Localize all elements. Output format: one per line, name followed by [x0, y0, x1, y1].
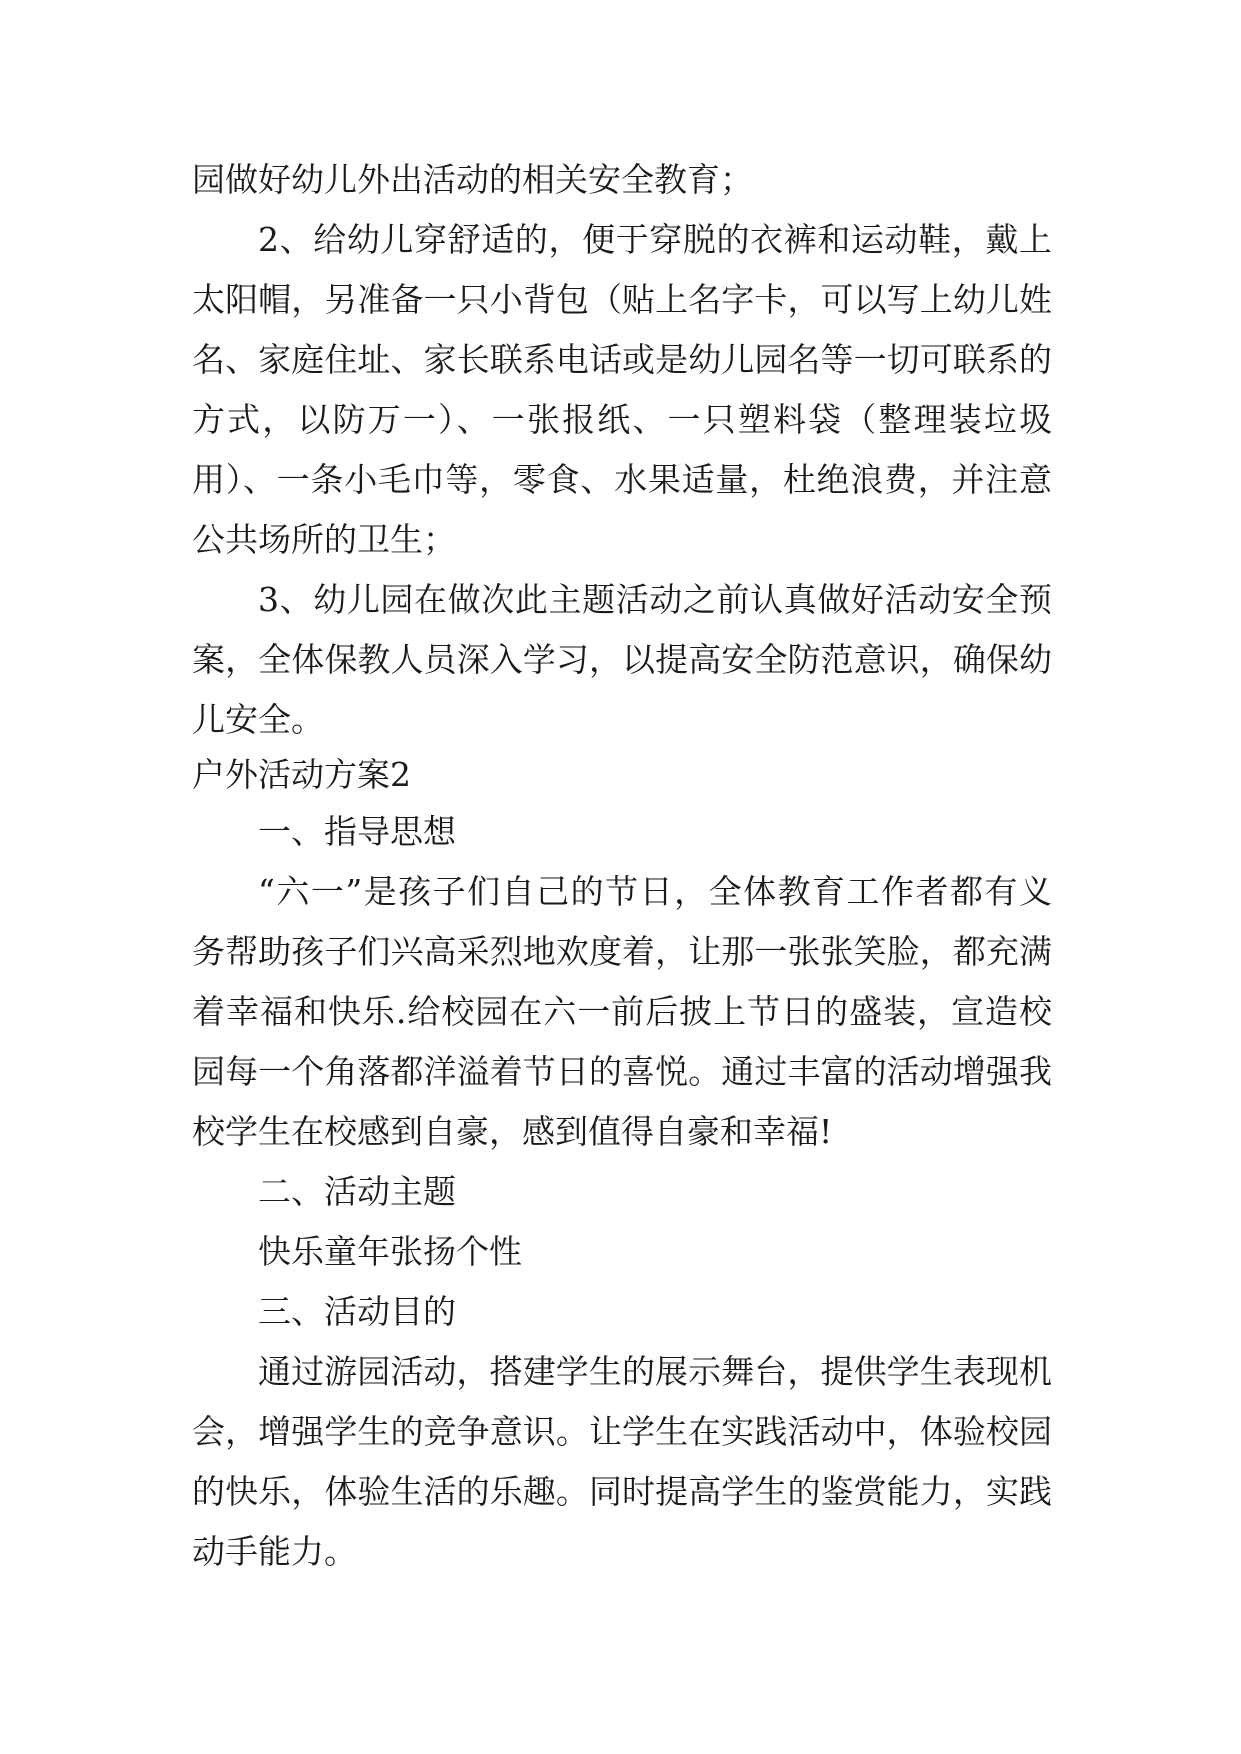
body-text-line: “六一”是孩子们自己的节日，全体教育工作者都有义 [258, 872, 1052, 911]
body-text-line: 校学生在校感到自豪，感到值得自豪和幸福! [192, 1112, 833, 1151]
section-title: 户外活动方案2 [192, 755, 411, 794]
body-text-line: 名、家庭住址、家长联系电话或是幼儿园名等一切可联系的 [192, 340, 1052, 379]
body-text-line: 园每一个角落都洋溢着节日的喜悦。通过丰富的活动增强我 [192, 1052, 1052, 1091]
body-text-line: 儿安全。 [192, 700, 324, 739]
body-text-line: 用）、一条小毛巾等，零食、水果适量，杜绝浪费，并注意 [192, 460, 1052, 499]
heading-guiding-ideology: 一、指导思想 [258, 812, 456, 851]
body-text-line: 通过游园活动，搭建学生的展示舞台，提供学生表现机 [258, 1352, 1052, 1391]
heading-activity-purpose: 三、活动目的 [258, 1292, 456, 1331]
activity-theme-text: 快乐童年张扬个性 [258, 1232, 522, 1271]
list-item-2: 2、给幼儿穿舒适的，便于穿脱的衣裤和运动鞋，戴上 [258, 220, 1052, 259]
body-text-line: 案，全体保教人员深入学习，以提高安全防范意识，确保幼 [192, 640, 1052, 679]
body-text-line: 着幸福和快乐.给校园在六一前后披上节日的盛装，宣造校 [192, 992, 1052, 1031]
body-text-line: 公共场所的卫生； [192, 520, 456, 559]
body-text-line: 方式，以防万一）、一张报纸、一只塑料袋（整理装垃圾 [192, 400, 1052, 439]
body-text-line: 的快乐，体验生活的乐趣。同时提高学生的鉴赏能力，实践 [192, 1472, 1052, 1511]
heading-activity-theme: 二、活动主题 [258, 1172, 456, 1211]
body-text-line: 动手能力。 [192, 1532, 357, 1571]
body-text-line: 务帮助孩子们兴高采烈地欢度着，让那一张张笑脸，都充满 [192, 932, 1052, 971]
body-text-line: 会，增强学生的竞争意识。让学生在实践活动中，体验校园 [192, 1412, 1052, 1451]
body-text-line: 园做好幼儿外出活动的相关安全教育； [192, 160, 753, 199]
body-text-line: 太阳帽，另准备一只小背包（贴上名字卡，可以写上幼儿姓 [192, 280, 1052, 319]
list-item-3: 3、幼儿园在做次此主题活动之前认真做好活动安全预 [258, 580, 1052, 619]
